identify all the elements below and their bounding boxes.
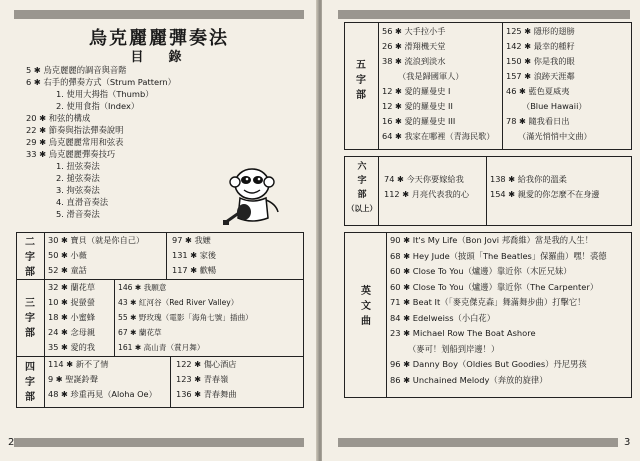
song-item: 38 ✱ 流浪到淡水	[382, 56, 446, 66]
toc-item: 5 ✱ 烏克麗麗的調音與音階	[26, 65, 127, 75]
song-item: 84 ✱ Edelweiss（小白花）	[390, 312, 496, 323]
song-item: 114 ✱ 新不了情	[48, 359, 109, 369]
group-four-col1	[48, 357, 157, 402]
song-item: 146 ✱ 我願意	[118, 283, 167, 292]
label-char: 字	[25, 252, 35, 263]
toc-heading: 目 錄	[130, 50, 188, 65]
label-char: 字	[357, 176, 367, 186]
song-item: 12 ✱ 愛的羅曼史 I	[382, 86, 451, 96]
six-col2	[490, 172, 600, 202]
song-item: 154 ✱ 親愛的你怎麼不在身邊	[490, 189, 600, 199]
label-char: 二	[25, 237, 35, 248]
song-item: 71 ✱ Beat It（「麥克傑克森」舞滿舞步曲）打擊它！	[390, 297, 586, 307]
page-number: 3	[624, 437, 631, 448]
toc-item: 6 ✱ 右手的彈奏方式（Strum Pattern）	[26, 77, 176, 87]
five-col2	[506, 24, 592, 144]
footer-bar	[338, 438, 618, 447]
song-item: 64 ✱ 我家在哪裡（青海民歌）	[382, 131, 495, 141]
toc-list	[26, 64, 176, 220]
song-item: 112 ✱ 月亮代表我的心	[384, 189, 470, 199]
song-item: 12 ✱ 愛的羅曼史 II	[382, 101, 453, 111]
song-item: 123 ✱ 青春嶺	[176, 374, 229, 384]
table-divider	[378, 22, 379, 150]
label-char: 文	[361, 301, 371, 312]
song-item: 74 ✱ 今天你要嫁給我	[384, 174, 464, 184]
toc-item: 33 ✱ 烏克麗麗彈奏技巧	[26, 149, 116, 159]
song-item: 67 ✱ 蘭花草	[118, 328, 162, 337]
toc-subitem: 2. 使用食指（Index）	[56, 101, 140, 111]
table-divider	[486, 156, 487, 226]
song-item: 125 ✱ 隱形的翅膀	[506, 26, 575, 36]
song-item: 18 ✱ 小蜜蜂	[48, 312, 96, 322]
song-item: 16 ✱ 愛的羅曼史 III	[382, 116, 456, 126]
table-divider	[386, 232, 387, 398]
header-bar	[338, 10, 630, 19]
song-item: 157 ✱ 浪跡天涯鄰	[506, 71, 575, 81]
song-item: 55 ✱ 野玫瑰（電影「海角七號」插曲）	[118, 313, 253, 322]
song-item: 96 ✱ Danny Boy（Oldies But Goodies）丹尼男孩	[390, 359, 587, 369]
group-label-four-char	[18, 360, 42, 405]
song-item: 150 ✱ 你是我的眼	[506, 56, 575, 66]
song-item: 48 ✱ 珍重再見（Aloha Oe）	[48, 389, 157, 399]
song-item: 35 ✱ 愛的我	[48, 342, 96, 352]
toc-subitem: 1. 使用大拇指（Thumb）	[56, 89, 154, 99]
group-label-six-char	[344, 160, 380, 216]
label-char: 部	[25, 267, 35, 278]
song-item: 78 ✱ 隨我看日出	[506, 116, 570, 126]
label-char: 部	[25, 328, 35, 339]
song-item: 32 ✱ 蘭花草	[48, 282, 96, 292]
song-item: 117 ✱ 歡暢	[172, 265, 217, 275]
label-char: 字	[25, 377, 35, 388]
song-item: 10 ✱ 捉螢螢	[48, 297, 96, 307]
song-item: 60 ✱ Close To You（爐邊）靠近你（木匠兄妹）	[390, 266, 572, 276]
song-item: 23 ✱ Michael Row The Boat Ashore	[390, 328, 536, 338]
page-number: 2	[8, 437, 15, 448]
label-char: 曲	[361, 316, 371, 327]
song-item: 46 ✱ 藍色夏威夷	[506, 86, 570, 96]
toc-subitem: 1. 扭弦奏法	[56, 161, 100, 171]
right-page	[322, 0, 640, 461]
toc-subitem: 2. 搥弦奏法	[56, 173, 100, 183]
label-char: 字	[356, 75, 366, 86]
song-item: 43 ✱ 紅河谷（Red River Valley）	[118, 298, 239, 307]
label-char: 五	[356, 60, 366, 71]
song-item: 131 ✱ 家後	[172, 250, 217, 260]
monkey-ukulele-illustration	[222, 160, 284, 228]
song-item: 52 ✱ 童話	[48, 265, 87, 275]
group-label-five-char	[346, 58, 376, 103]
song-item: 60 ✱ Close To You（爐邊）靠近你（The Carpenter）	[390, 281, 599, 292]
group-label-english	[348, 284, 384, 329]
english-list	[390, 233, 607, 388]
group-two-col1	[48, 233, 144, 278]
toc-item: 22 ✱ 節奏與指法彈奏說明	[26, 125, 124, 135]
song-item-note: （Blue Hawaii）	[522, 101, 587, 111]
song-item: 56 ✱ 大手拉小手	[382, 26, 446, 36]
label-char: 四	[25, 362, 35, 373]
song-item: 138 ✱ 給我你的溫柔	[490, 174, 567, 184]
footer-bar	[14, 438, 304, 447]
table-divider	[502, 22, 503, 150]
six-col1	[384, 172, 469, 202]
group-two-col2	[172, 233, 216, 278]
song-item-note: （麥可！划船到岸邊！）	[408, 343, 500, 354]
label-char: 部	[356, 90, 366, 101]
toc-subitem: 4. 直滑音奏法	[56, 197, 109, 207]
label-char: 三	[25, 298, 35, 309]
table-divider	[170, 356, 171, 408]
label-char: 字	[25, 313, 35, 324]
book-title: 烏克麗麗彈奏法	[89, 28, 229, 49]
label-char: 六	[357, 162, 367, 172]
song-item: 122 ✱ 傷心酒店	[176, 359, 237, 369]
label-char: 部	[25, 392, 35, 403]
group-label-two-char	[18, 235, 42, 280]
song-item: 26 ✱ 滑翔機天堂	[382, 41, 446, 51]
song-item: 97 ✱ 我嬤	[172, 235, 211, 245]
five-col1	[382, 24, 495, 144]
song-item: 161 ✱ 高山青（賞月舞）	[118, 343, 205, 352]
table-divider	[114, 279, 115, 356]
song-item: 142 ✱ 最幸的種籽	[506, 41, 575, 51]
song-item-note: （滿光悄悄中文曲）	[518, 131, 592, 141]
toc-subitem: 3. 拘弦奏法	[56, 185, 100, 195]
table-divider	[44, 232, 45, 408]
label-char: 部	[357, 190, 367, 200]
toc-subitem: 5. 滑音奏法	[56, 209, 100, 219]
group-three-col2	[118, 280, 253, 355]
song-item: 90 ✱ It's My Life（Bon Jovi 邦喬維）當是我的人生！	[390, 235, 593, 245]
toc-item: 20 ✱ 和弦的構成	[26, 113, 91, 123]
song-item: 50 ✱ 小薇	[48, 250, 87, 260]
label-char: 英	[361, 286, 371, 297]
left-page	[0, 0, 318, 461]
group-four-col2	[176, 357, 236, 402]
label-char: （以上）	[347, 204, 377, 213]
group-label-three-char	[18, 296, 42, 341]
group-three-col1	[48, 280, 95, 355]
song-item-note: （我是歸國軍人）	[398, 71, 464, 81]
song-item: 136 ✱ 青春舞曲	[176, 389, 237, 399]
song-item: 24 ✱ 念母親	[48, 327, 96, 337]
table-divider	[166, 232, 167, 279]
song-item: 68 ✱ Hey Jude（披頭「The Beatles」保羅曲）嘿！裘德	[390, 250, 607, 261]
header-bar	[14, 10, 304, 19]
toc-item: 29 ✱ 烏克麗麗常用和弦表	[26, 137, 124, 147]
song-item: 86 ✱ Unchained Melody（奔放的旋律）	[390, 374, 548, 385]
song-item: 30 ✱ 寶貝（就是你自己）	[48, 235, 145, 245]
song-item: 9 ✱ 聖誕鈴聲	[48, 374, 99, 384]
